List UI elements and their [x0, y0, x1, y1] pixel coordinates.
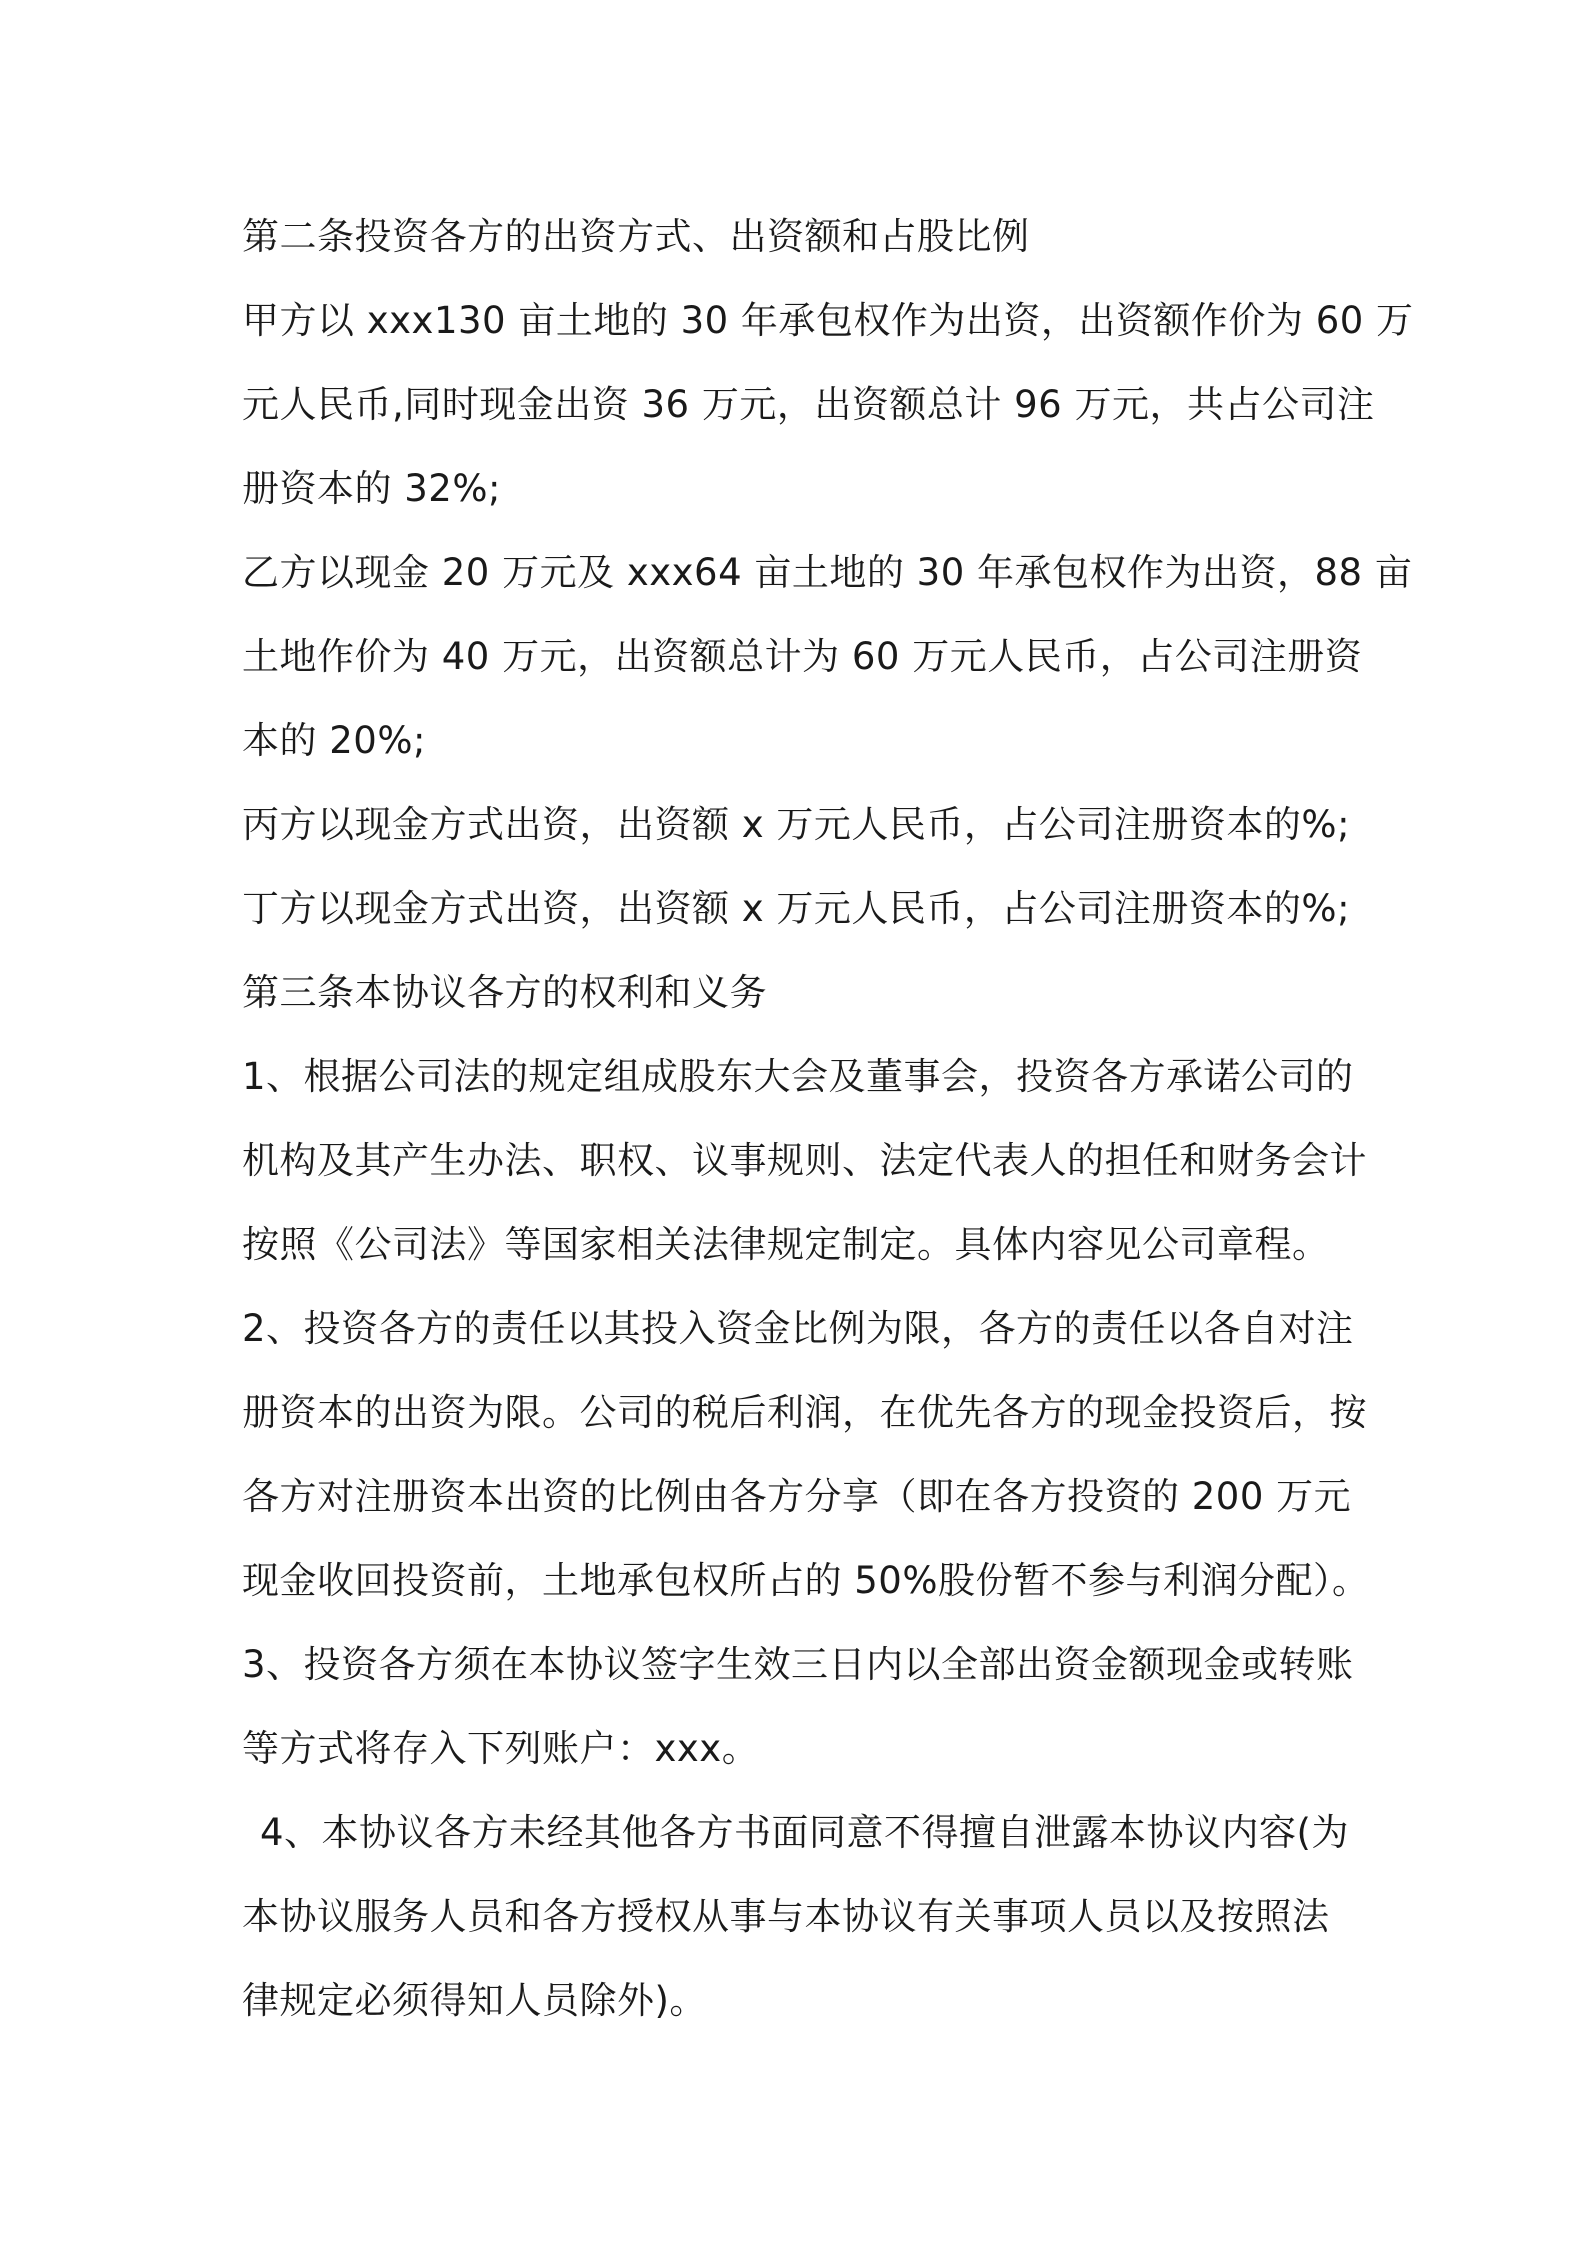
clause-1-line-2: 机构及其产生办法、职权、议事规则、法定代表人的担任和财务会计: [242, 1139, 1367, 1182]
party-a-line-2: 元人民币,同时现金出资 36 万元，出资额总计 96 万元，共占公司注: [242, 383, 1375, 426]
clause-3-line-1: 3、投资各方须在本协议签字生效三日内以全部出资金额现金或转账: [242, 1643, 1354, 1686]
clause-1-line-1: 1、根据公司法的规定组成股东大会及董事会，投资各方承诺公司的: [242, 1055, 1354, 1098]
article-3-heading: 第三条本协议各方的权利和义务: [242, 971, 767, 1014]
party-d-line: 丁方以现金方式出资，出资额 x 万元人民币，占公司注册资本的%;: [242, 887, 1351, 930]
clause-4-line-1: 4、本协议各方未经其他各方书面同意不得擅自泄露本协议内容(为: [260, 1811, 1349, 1854]
party-a-line-3: 册资本的 32%;: [242, 467, 501, 510]
article-2-heading: 第二条投资各方的出资方式、出资额和占股比例: [242, 215, 1030, 258]
clause-1-line-3: 按照《公司法》等国家相关法律规定制定。具体内容见公司章程。: [242, 1223, 1330, 1266]
party-b-line-1: 乙方以现金 20 万元及 xxx64 亩土地的 30 年承包权作为出资，88 亩: [242, 551, 1413, 594]
party-c-line: 丙方以现金方式出资，出资额 x 万元人民币，占公司注册资本的%;: [242, 803, 1351, 846]
clause-2-line-1: 2、投资各方的责任以其投入资金比例为限，各方的责任以各自对注: [242, 1307, 1354, 1350]
clause-4-line-3: 律规定必须得知人员除外)。: [242, 1979, 707, 2022]
clause-2-line-4: 现金收回投资前，土地承包权所占的 50%股份暂不参与利润分配）。: [242, 1559, 1370, 1602]
party-a-line-1: 甲方以 xxx130 亩土地的 30 年承包权作为出资，出资额作价为 60 万: [242, 299, 1414, 342]
party-b-line-2: 土地作价为 40 万元，出资额总计为 60 万元人民币，占公司注册资: [242, 635, 1363, 678]
party-b-line-3: 本的 20%;: [242, 719, 426, 762]
document-body: [242, 195, 1414, 2043]
clause-4-line-2: 本协议服务人员和各方授权从事与本协议有关事项人员以及按照法: [242, 1895, 1330, 1938]
clause-2-line-3: 各方对注册资本出资的比例由各方分享（即在各方投资的 200 万元: [242, 1475, 1352, 1518]
clause-2-line-2: 册资本的出资为限。公司的税后利润，在优先各方的现金投资后，按: [242, 1391, 1367, 1434]
clause-3-line-2: 等方式将存入下列账户：xxx。: [242, 1727, 760, 1770]
